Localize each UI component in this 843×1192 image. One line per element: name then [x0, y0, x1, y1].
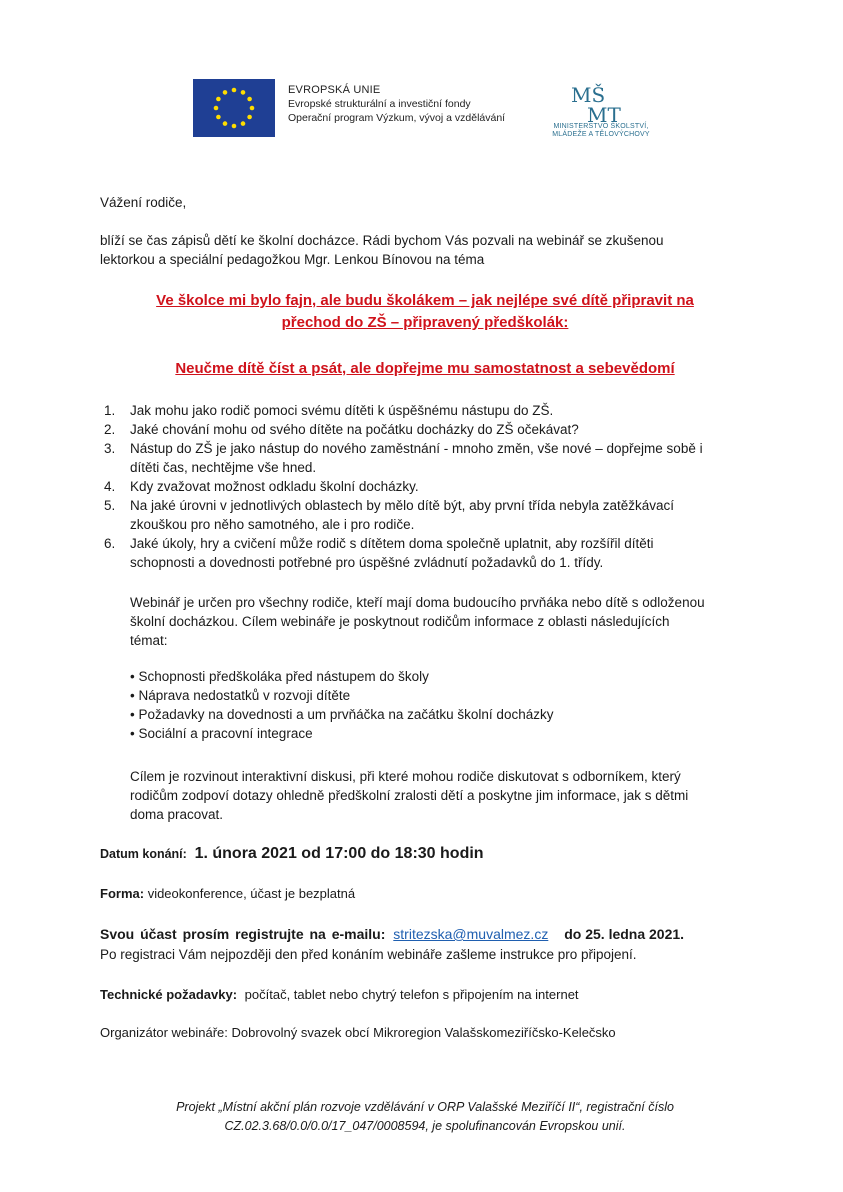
date-value: 1. února 2021 od 17:00 do 18:30 hodin — [194, 845, 484, 862]
event-form — [100, 886, 355, 901]
item-number: 5. — [104, 498, 116, 513]
item-number: 4. — [104, 479, 116, 494]
list-item: • Náprava nedostatků v rozvoji dítěte — [130, 688, 351, 703]
register-note: Po registraci Vám nejpozději den před konáním webináře zašleme instrukce pro připojení. — [100, 947, 637, 962]
organizer-label: Organizátor webináře: — [100, 1025, 228, 1040]
item-number: 3. — [104, 441, 116, 456]
form-label: Forma: — [100, 886, 145, 901]
goal-paragraph: Cílem je rozvinout interaktivní diskusi, při které mohou rodiče diskutovat s odborníkem, který rodičům zodpoví dotazy ohledně předškolní zralosti dětí a poskytne jim informace, jak s dětmi doma pracovat. — [130, 769, 689, 822]
msmt-name — [541, 123, 661, 139]
msmt-logo — [569, 80, 631, 126]
footer-line-1: Projekt „Místní akční plán rozvoje vzdělávání v ORP Valašské Meziříčí II“, registrační číslo — [176, 1100, 674, 1114]
list-item: 4. Kdy zvažovat možnost odkladu školní docházky. — [104, 479, 419, 494]
eu-funds: Evropské strukturální a investiční fondy — [288, 98, 471, 110]
list-item: • Sociální a pracovní integrace — [130, 726, 313, 741]
email-link[interactable]: stritezska@muvalmez.cz — [393, 926, 549, 942]
subtitle: Neučme dítě číst a psát, ale dopřejme mu samostatnost a sebevědomí — [175, 360, 675, 377]
question-list — [100, 401, 750, 572]
greeting: Vážení rodiče, — [100, 195, 187, 210]
eu-funding-text — [288, 83, 505, 125]
eu-flag-logo — [193, 79, 275, 137]
title-line-2: přechod do ZŠ – připravený předškolák: — [281, 314, 569, 331]
topic-list — [130, 667, 553, 743]
registration — [100, 926, 750, 942]
technical-requirements — [100, 987, 579, 1002]
footer-line-2: CZ.02.3.68/0.0/0.0/17_047/0008594, je spolufinancován Evropskou unií. — [224, 1119, 626, 1133]
intro-line-1: blíží se čas zápisů dětí ke školní docházce. Rádi bychom Vás pozvali na webinář se zkušenou — [100, 233, 664, 248]
item-number: 6. — [104, 536, 116, 551]
list-item: 3. Nástup do ZŠ je jako nástup do nového zaměstnání - mnoho změn, vše nové – dopřejme sobě i dítěti čas, nechtějme vše hned. — [104, 441, 703, 475]
msmt-line1: MINISTERSTVO ŠKOLSTVÍ, — [553, 123, 649, 130]
svg-text:MT: MT — [587, 103, 621, 126]
tech-value: počítač, tablet nebo chytrý telefon s připojením na internet — [244, 987, 579, 1002]
item-number: 1. — [104, 403, 116, 418]
project-footer — [100, 1098, 750, 1136]
eu-title: EVROPSKÁ UNIE — [288, 84, 381, 96]
list-item: 1. Jak mohu jako rodič pomoci svému dítěti k úspěšnému nástupu do ZŠ. — [104, 403, 554, 418]
list-item: • Schopnosti předškoláka před nástupem do školy — [130, 669, 429, 684]
register-deadline: do 25. ledna 2021. — [564, 926, 685, 942]
list-item: 6. Jaké úkoly, hry a cvičení může rodič s dítětem doma společně uplatnit, aby rozšířil dítěti schopnosti a dovednosti potřebné pro úspěšné zvládnutí požadavků do 1. třídy. — [104, 536, 654, 570]
item-number: 2. — [104, 422, 116, 437]
eu-stars-icon — [193, 79, 275, 137]
event-date — [100, 845, 484, 863]
svg-text:MŠ: MŠ — [571, 83, 606, 107]
intro-line-2: lektorkou a speciální pedagožkou Mgr. Lenkou Bínovou na téma — [100, 252, 485, 267]
organizer-value: Dobrovolný svazek obcí Mikroregion Valašskomeziříčsko-Kelečsko — [231, 1025, 616, 1040]
form-value: videokonference, účast je bezplatná — [147, 886, 356, 901]
register-text: Svou účast prosím registrujte na e-mailu: — [100, 926, 386, 942]
list-item: 5. Na jaké úrovni v jednotlivých oblastech by mělo dítě být, aby první třída nebyla zatěžkávací zkouškou pro něho samotného, ale i pro rodiče. — [104, 498, 675, 532]
tech-label: Technické požadavky: — [100, 987, 238, 1002]
title-line-1: Ve školce mi bylo fajn, ale budu školákem – jak nejlépe své dítě připravit na — [156, 292, 694, 309]
list-item: 2. Jaké chování mohu od svého dítěte na počátku docházky do ZŠ očekávat? — [104, 422, 579, 437]
list-item: • Požadavky na dovednosti a um prvňáčka na začátku školní docházky — [130, 707, 554, 722]
webinar-paragraph: Webinář je určen pro všechny rodiče, kteří mají doma budoucího prvňáka nebo dítě s odloženou školní docházkou. Cílem webináře je poskytnout rodičům informace z oblasti následujících témat: — [130, 595, 705, 648]
msmt-line2: MLÁDEŽE A TĚLOVÝCHOVY — [552, 131, 650, 138]
date-label: Datum konání: — [100, 847, 187, 861]
eu-program: Operační program Výzkum, vývoj a vzdělávání — [288, 112, 506, 124]
organizer — [100, 1025, 616, 1040]
